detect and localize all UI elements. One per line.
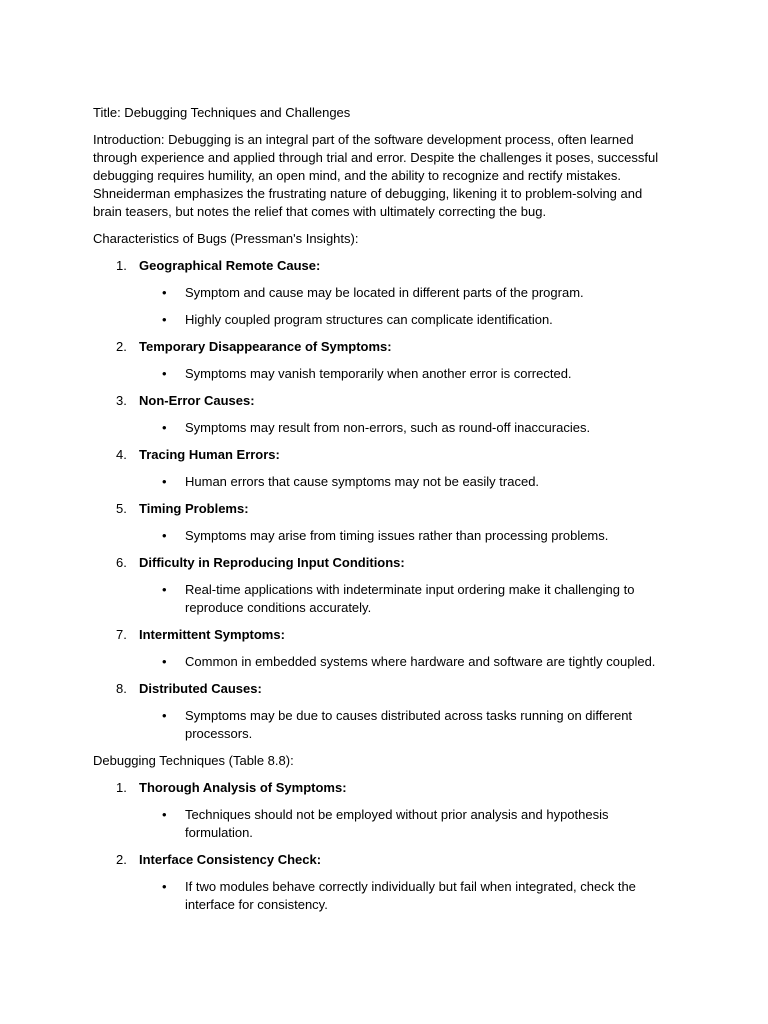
- bullet-item: [93, 365, 673, 383]
- bullet-icon: •: [162, 366, 167, 381]
- bullet-text: Highly coupled program structures can complicate identification.: [185, 312, 553, 327]
- list-number: 2.: [116, 852, 127, 867]
- list-item: [93, 257, 673, 329]
- list-number: 7.: [116, 627, 127, 642]
- bullet-text: Human errors that cause symptoms may not be easily traced.: [185, 474, 540, 489]
- bullet-icon: •: [162, 420, 167, 435]
- list-number: 5.: [116, 501, 127, 516]
- list-item-heading: [93, 500, 673, 518]
- list-item: [93, 626, 673, 671]
- bullet-item: [93, 806, 673, 842]
- list-item-label: Distributed Causes:: [139, 681, 262, 696]
- bullet-text: Symptoms may be due to causes distributed across tasks running on different processors.: [185, 708, 633, 741]
- bullet-icon: •: [162, 312, 167, 327]
- bullet-item: [93, 878, 673, 914]
- bullet-text: Symptom and cause may be located in different parts of the program.: [185, 285, 584, 300]
- list-number: 1.: [116, 258, 127, 273]
- characteristics-heading: Characteristics of Bugs (Pressman's Insights):: [93, 231, 359, 246]
- bullet-icon: •: [162, 708, 167, 723]
- list-item-label: Temporary Disappearance of Symptoms:: [139, 339, 392, 354]
- list-item: [93, 446, 673, 491]
- list-item-heading: [93, 554, 673, 572]
- list-item-heading: [93, 392, 673, 410]
- bullet-item: [93, 473, 673, 491]
- list-item-heading: [93, 626, 673, 644]
- characteristics-list: [93, 257, 673, 743]
- bullet-icon: •: [162, 528, 167, 543]
- list-number: 2.: [116, 339, 127, 354]
- list-item-label: Intermittent Symptoms:: [139, 627, 285, 642]
- list-item: [93, 851, 673, 914]
- bullet-text: Symptoms may result from non-errors, such as round-off inaccuracies.: [185, 420, 591, 435]
- bullet-text: If two modules behave correctly individually but fail when integrated, check the interface for consistency.: [185, 879, 636, 912]
- introduction-paragraph: Introduction: Debugging is an integral part of the software development process, often learned through experience and applied through trial and error. Despite the challenges it poses, successful debugging requires humility, an open mind, and the ability to recognize and rectify mistakes. Shneiderman emphasizes the frustrating nature of debugging, likening it to problem-solving and brain teasers, but notes the relief that comes with ultimately correcting the bug.: [93, 132, 659, 219]
- bullet-text: Symptoms may vanish temporarily when another error is corrected.: [185, 366, 572, 381]
- bullet-list: [93, 473, 673, 491]
- bullet-icon: •: [162, 582, 167, 597]
- list-item-heading: [93, 257, 673, 275]
- bullet-text: Symptoms may arise from timing issues rather than processing problems.: [185, 528, 609, 543]
- bullet-list: [93, 653, 673, 671]
- list-item: [93, 392, 673, 437]
- bullet-list: [93, 284, 673, 329]
- list-item: [93, 338, 673, 383]
- list-item: [93, 680, 673, 743]
- document-title: Title: Debugging Techniques and Challenges: [93, 105, 351, 120]
- bullet-item: [93, 527, 673, 545]
- list-item-label: Non-Error Causes:: [139, 393, 255, 408]
- list-item-label: Tracing Human Errors:: [139, 447, 280, 462]
- bullet-text: Techniques should not be employed without prior analysis and hypothesis formulation.: [185, 807, 609, 840]
- bullet-icon: •: [162, 879, 167, 894]
- list-item-label: Geographical Remote Cause:: [139, 258, 321, 273]
- bullet-list: [93, 365, 673, 383]
- bullet-item: [93, 284, 673, 302]
- list-item-heading: [93, 446, 673, 464]
- bullet-list: [93, 527, 673, 545]
- list-item-label: Thorough Analysis of Symptoms:: [139, 780, 347, 795]
- list-item: [93, 779, 673, 842]
- list-number: 1.: [116, 780, 127, 795]
- document-page: [93, 104, 673, 923]
- techniques-heading: Debugging Techniques (Table 8.8):: [93, 753, 294, 768]
- list-number: 3.: [116, 393, 127, 408]
- list-number: 6.: [116, 555, 127, 570]
- bullet-list: [93, 707, 673, 743]
- bullet-list: [93, 581, 673, 617]
- list-number: 8.: [116, 681, 127, 696]
- bullet-list: [93, 419, 673, 437]
- list-number: 4.: [116, 447, 127, 462]
- bullet-icon: •: [162, 474, 167, 489]
- list-item-label: Interface Consistency Check:: [139, 852, 322, 867]
- list-item-heading: [93, 851, 673, 869]
- techniques-list: [93, 779, 673, 914]
- bullet-list: [93, 878, 673, 914]
- bullet-list: [93, 806, 673, 842]
- list-item-label: Difficulty in Reproducing Input Conditions:: [139, 555, 405, 570]
- list-item-heading: [93, 680, 673, 698]
- bullet-icon: •: [162, 654, 167, 669]
- list-item-label: Timing Problems:: [139, 501, 249, 516]
- bullet-text: Common in embedded systems where hardware and software are tightly coupled.: [185, 654, 656, 669]
- bullet-icon: •: [162, 285, 167, 300]
- bullet-item: [93, 653, 673, 671]
- list-item: [93, 554, 673, 617]
- bullet-item: [93, 581, 673, 617]
- bullet-icon: •: [162, 807, 167, 822]
- bullet-item: [93, 707, 673, 743]
- list-item-heading: [93, 779, 673, 797]
- bullet-item: [93, 311, 673, 329]
- list-item-heading: [93, 338, 673, 356]
- bullet-text: Real-time applications with indeterminate input ordering make it challenging to reproduce conditions accurately.: [185, 582, 635, 615]
- bullet-item: [93, 419, 673, 437]
- list-item: [93, 500, 673, 545]
